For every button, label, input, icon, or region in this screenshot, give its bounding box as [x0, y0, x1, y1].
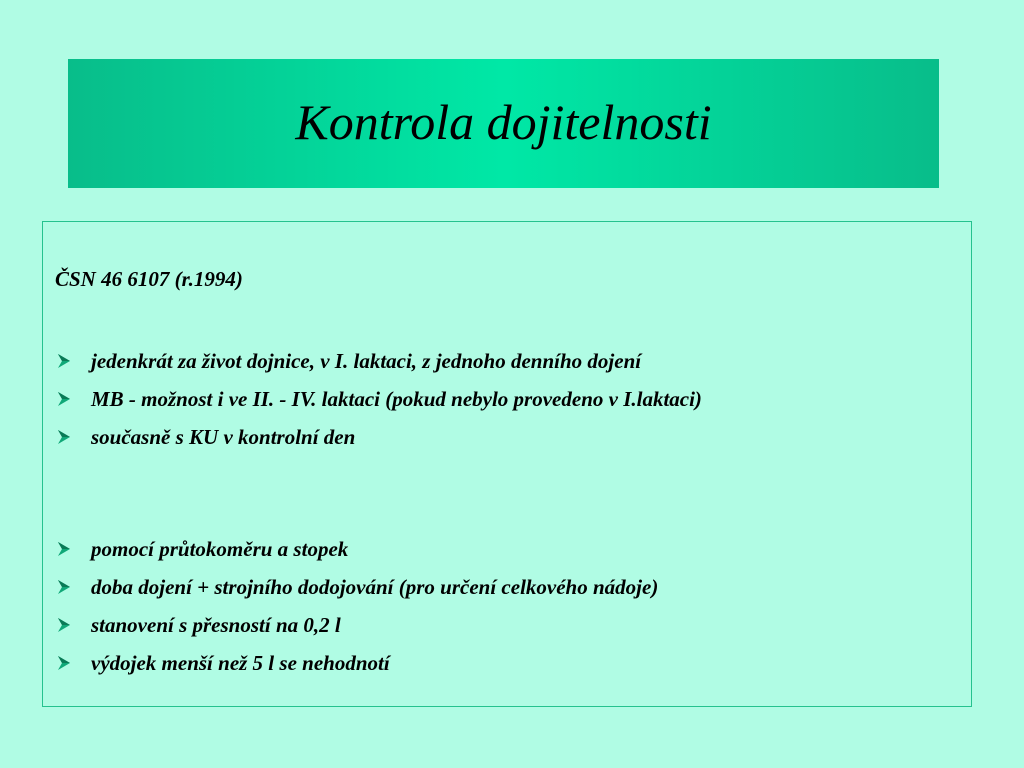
- title-bar: [68, 59, 939, 188]
- slide-title: Kontrola dojitelnosti: [295, 93, 712, 150]
- list-item: [57, 644, 658, 682]
- list-item: [57, 606, 658, 644]
- bullet-text: výdojek menší než 5 l se nehodnotí: [91, 650, 390, 675]
- list-item: [57, 380, 702, 418]
- arrow-bullet-icon: [57, 429, 71, 445]
- arrow-bullet-icon: [57, 353, 71, 369]
- list-item: [57, 568, 658, 606]
- bullet-text: pomocí průtokoměru a stopek: [91, 536, 349, 561]
- list-item: [57, 342, 702, 380]
- list-item: [57, 418, 702, 456]
- arrow-bullet-icon: [57, 617, 71, 633]
- arrow-bullet-icon: [57, 579, 71, 595]
- bullet-text: jedenkrát za život dojnice, v I. laktaci, z jednoho denního dojení: [91, 348, 642, 373]
- list-item: [57, 530, 658, 568]
- bullet-list-1: [57, 342, 702, 456]
- arrow-bullet-icon: [57, 541, 71, 557]
- content-box: [42, 221, 972, 707]
- bullet-text: doba dojení + strojního dodojování (pro určení celkového nádoje): [91, 574, 659, 599]
- arrow-bullet-icon: [57, 391, 71, 407]
- arrow-bullet-icon: [57, 655, 71, 671]
- bullet-text: MB - možnost i ve II. - IV. laktaci (pokud nebylo provedeno v I.laktaci): [91, 386, 702, 411]
- bullet-list-2: [57, 530, 658, 682]
- bullet-text: stanovení s přesností na 0,2 l: [91, 612, 341, 637]
- bullet-text: současně s KU v kontrolní den: [91, 424, 356, 449]
- norm-reference: ČSN 46 6107 (r.1994): [55, 267, 243, 291]
